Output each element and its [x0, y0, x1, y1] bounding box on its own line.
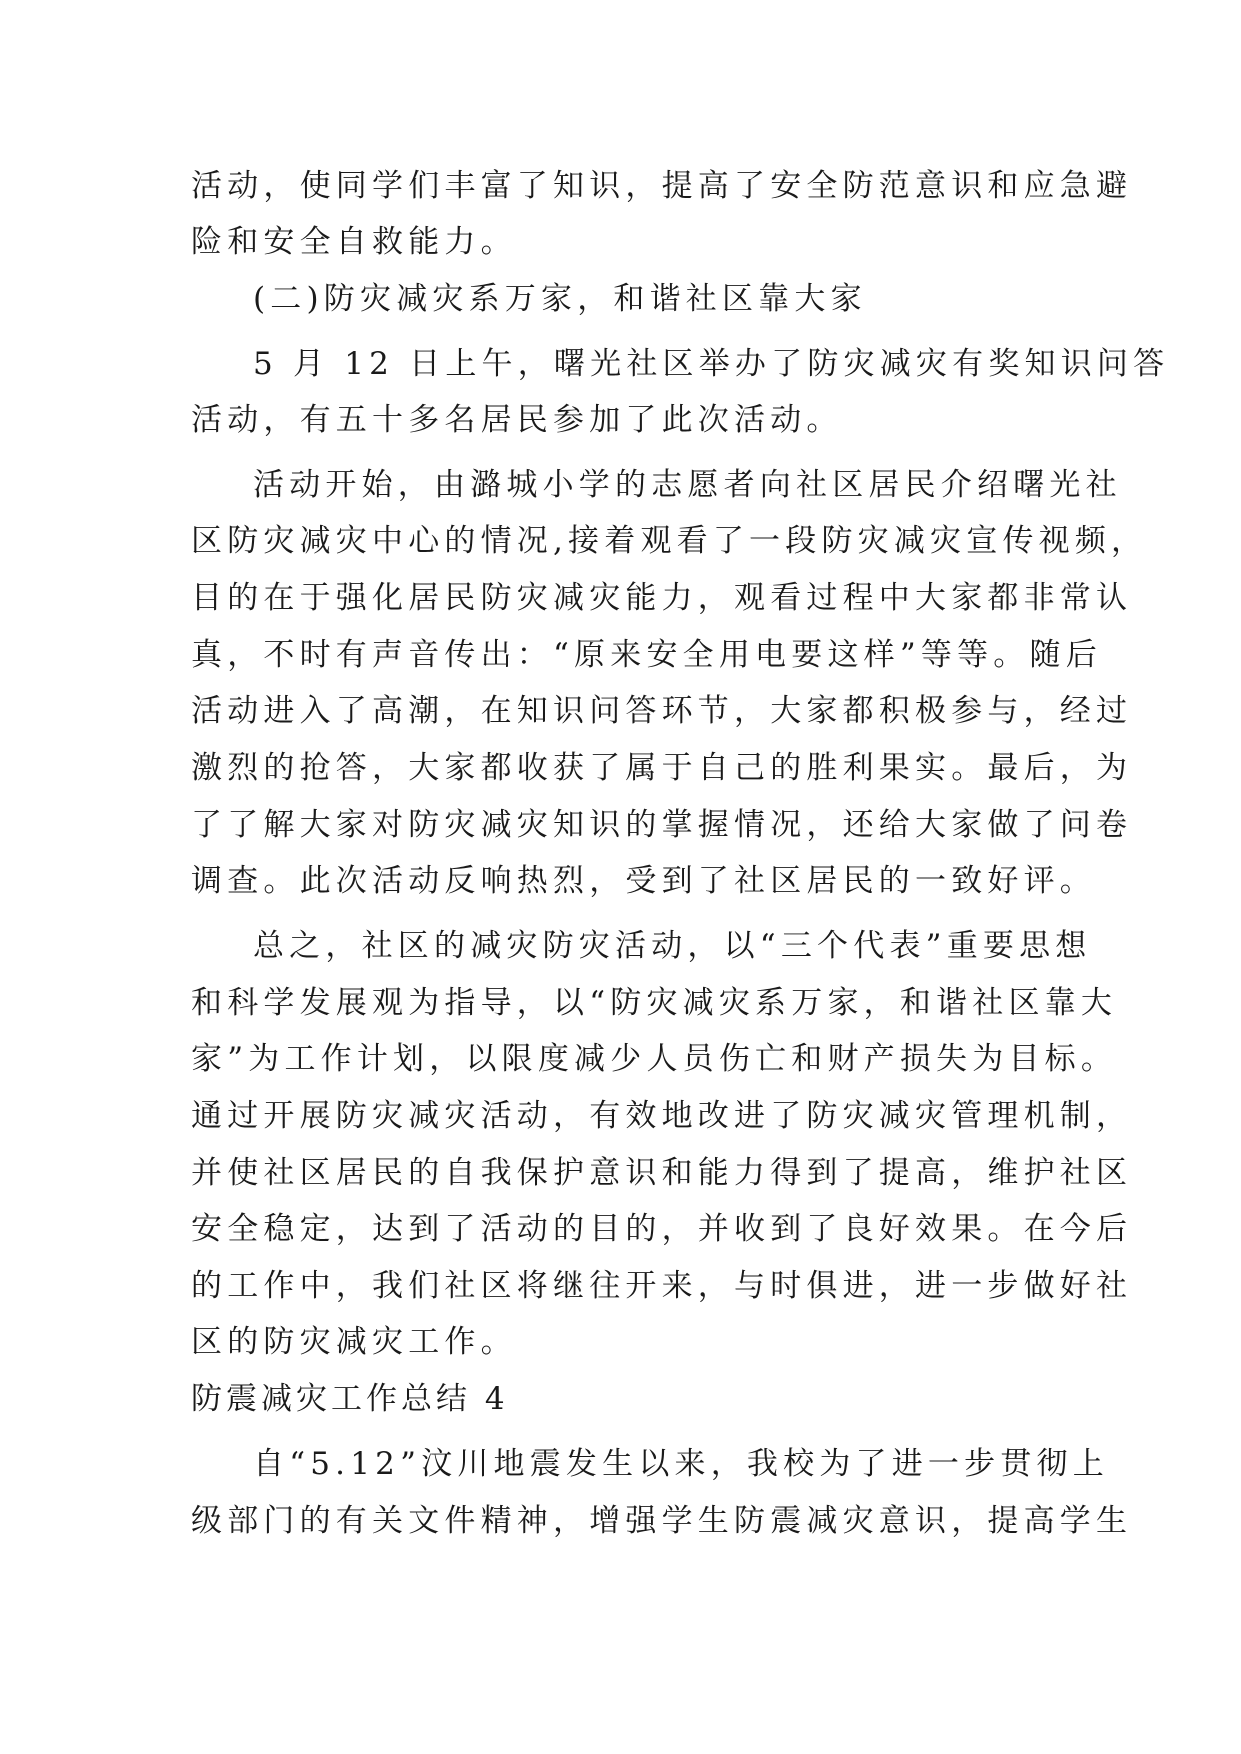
text-line: 自“5.12”汶川地震发生以来，我校为了进一步贯彻上 [253, 1446, 1109, 1482]
text-line: 目的在于强化居民防灾减灾能力，观看过程中大家都非常认 [191, 580, 1133, 616]
text-line: 总之，社区的减灾防灾活动，以“三个代表”重要思想 [253, 928, 1092, 964]
text-line: 安全稳定，达到了活动的目的，并收到了良好效果。在今后 [191, 1211, 1133, 1247]
text-line: 区的防灾减灾工作。 [191, 1324, 517, 1360]
text-line: 活动开始，由潞城小学的志愿者向社区居民介绍曙光社 [253, 467, 1122, 503]
text-line: 活动，使同学们丰富了知识，提高了安全防范意识和应急避 [191, 168, 1133, 204]
text-line: 了了解大家对防灾减灾知识的掌握情况，还给大家做了问卷 [191, 807, 1133, 843]
text-line: 险和安全自救能力。 [191, 224, 517, 260]
text-line: 活动，有五十多名居民参加了此次活动。 [191, 402, 843, 438]
text-line: 家”为工作计划，以限度减少人员伤亡和财产损失为目标。 [191, 1041, 1118, 1077]
text-line: 区防灾减灾中心的情况,接着观看了一段防灾减灾宣传视频， [191, 523, 1148, 559]
section-heading: (二)防灾减灾系万家，和谐社区靠大家 [253, 281, 867, 317]
text-line: 通过开展防灾减灾活动，有效地改进了防灾减灾管理机制， [191, 1098, 1133, 1134]
text-line: 5 月 12 日上午，曙光社区举办了防灾减灾有奖知识问答 [253, 346, 1170, 382]
text-line: 级部门的有关文件精神，增强学生防震减灾意识，提高学生 [191, 1503, 1133, 1539]
text-line: 和科学发展观为指导，以“防灾减灾系万家，和谐社区靠大 [191, 985, 1118, 1021]
text-line: 调查。此次活动反响热烈，受到了社区居民的一致好评。 [191, 863, 1096, 899]
text-line: 的工作中，我们社区将继往开来，与时俱进，进一步做好社 [191, 1268, 1133, 1304]
section-title: 防震减灾工作总结 4 [191, 1381, 509, 1417]
text-line: 并使社区居民的自我保护意识和能力得到了提高，维护社区 [191, 1155, 1133, 1191]
text-line: 活动进入了高潮，在知识问答环节，大家都积极参与，经过 [191, 693, 1133, 729]
text-line: 真，不时有声音传出：“原来安全用电要这样”等等。随后 [191, 637, 1102, 673]
text-line: 激烈的抢答，大家都收获了属于自己的胜利果实。最后，为 [191, 750, 1133, 786]
